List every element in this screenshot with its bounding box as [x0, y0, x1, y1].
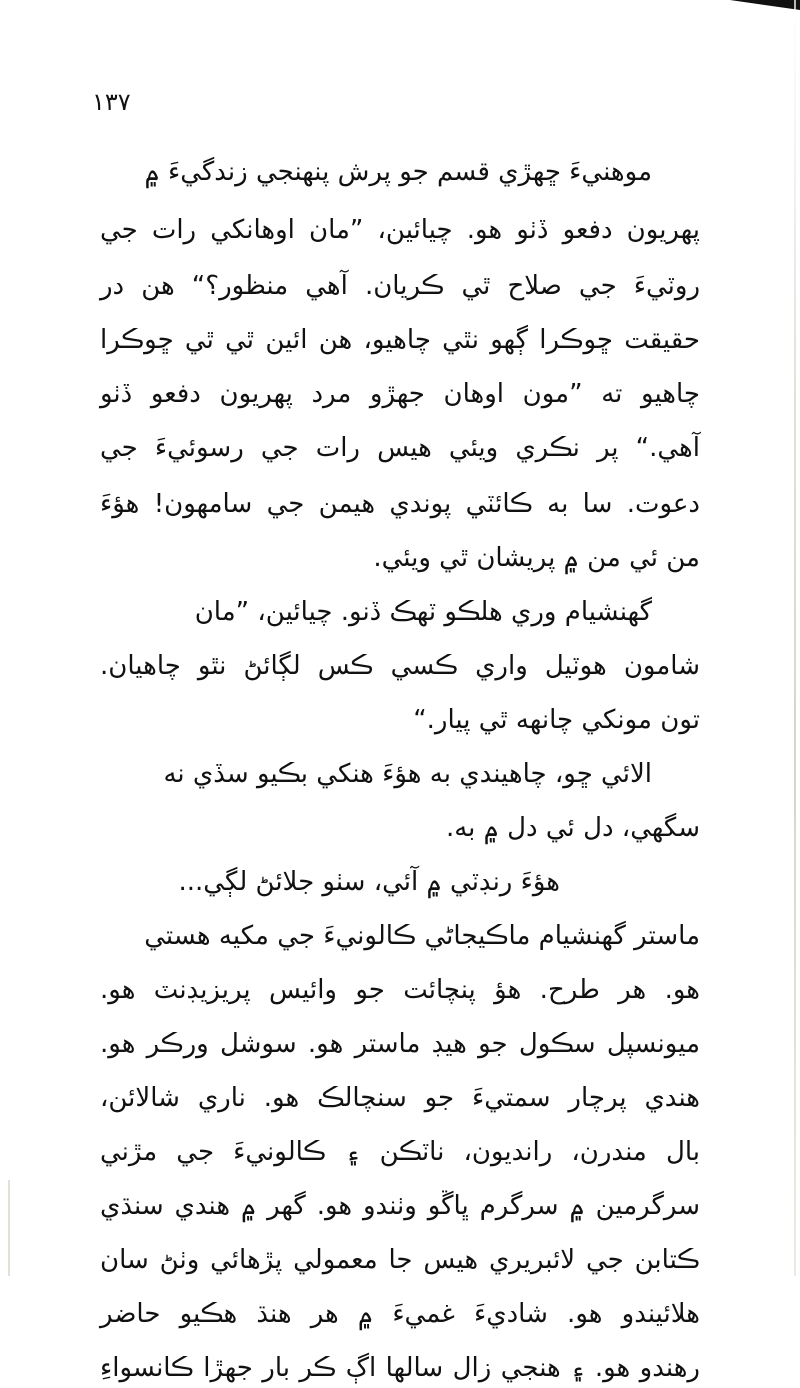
text-line: آهي.“ پر نڪري ويئي هيس رات جي رسوئيءَ جي [100, 433, 700, 463]
text-line: سگهي، دل ئي دل ۾ به. [445, 813, 700, 843]
text-line: هؤءَ رنڊٽي ۾ آئي، سٺو جلائڻ لڳي... [178, 867, 560, 897]
text-line: ڪتابن جي لائبريري هيس جا معمولي پڙهائي وٺڻ سان [100, 1245, 700, 1275]
text-line: تون مونکي چانهه ٿي پيار.“ [413, 705, 700, 735]
text-line: هو. هر طرح. هؤ پنچائت جو وائيس پريزيڊنٽ هو. [100, 975, 700, 1005]
text-line: سرگرمين ۾ سرگرم ڀاڱو وٺندو هو. گهر ۾ هندي سنڌي [100, 1191, 700, 1221]
text-line: شامون هوٽيل واري ڪسي ڪس لڳائڻ نٿو چاهيان. [100, 651, 700, 681]
text-line: بال مندرن، رانديون، ناٽڪن ۽ ڪالونيءَ جي مڙني [100, 1137, 700, 1167]
text-line: الائي ڇو، چاهيندي به هؤءَ هنکي بڪيو سڏي نه [163, 759, 652, 789]
page-number: ١٣٧ [92, 88, 131, 116]
text-line: من ئي من ۾ پريشان ٿي ويئي. [373, 543, 700, 573]
text-line: پهريون دفعو ڏٺو هو. چيائين، ”مان اوهانکي رات جي [100, 215, 700, 245]
text-line: موهنيءَ ڇهڙي قسم جو پرش پنهنجي زندگيءَ ۾ [144, 157, 652, 187]
text-line: حقيقت ڇوڪرا ڳهو نٿي چاهيو، هن ائين ٿي ٿي ڇوڪرا [100, 325, 700, 355]
text-line: دعوت. سا به ڪائٽي پوندي هيمن جي سامهون! هؤءَ [100, 489, 700, 519]
text-line: ميونسپل سڪول جو هيڊ ماستر هو. سوشل ورڪر هو. [100, 1029, 700, 1059]
text-line: رهندو هو. ۽ هنجي زال سالها اڳ ڪر بار جهڙا ڪانسواءِ [100, 1353, 700, 1383]
text-line: هندي پرچار سمتيءَ جو سنچالڪ هو. ناري شالائن، [100, 1083, 700, 1113]
text-line: ماستر گهنشيام ماڪيجاڻي ڪالونيءَ جي مکيه هستي [144, 921, 700, 951]
text-line: گهنشيام وري هلڪو ٽهڪ ڏنو. چيائين، ”مان [194, 597, 652, 627]
page-edge-right [794, 0, 796, 1276]
text-line: روٽيءَ جي صلاح ٿي ڪريان. آهي منظور؟“ هن در [100, 271, 700, 301]
text-line: هلائيندو هو. شاديءَ غميءَ ۾ هر هنڌ هڪيو حاضر [100, 1299, 700, 1329]
scan-corner-shadow [730, 0, 800, 10]
page-edge-left [8, 1180, 10, 1276]
text-line: چاهيو ته ”مون اوهان جهڙو مرد پهريون دفعو ڏٺو [100, 379, 700, 409]
